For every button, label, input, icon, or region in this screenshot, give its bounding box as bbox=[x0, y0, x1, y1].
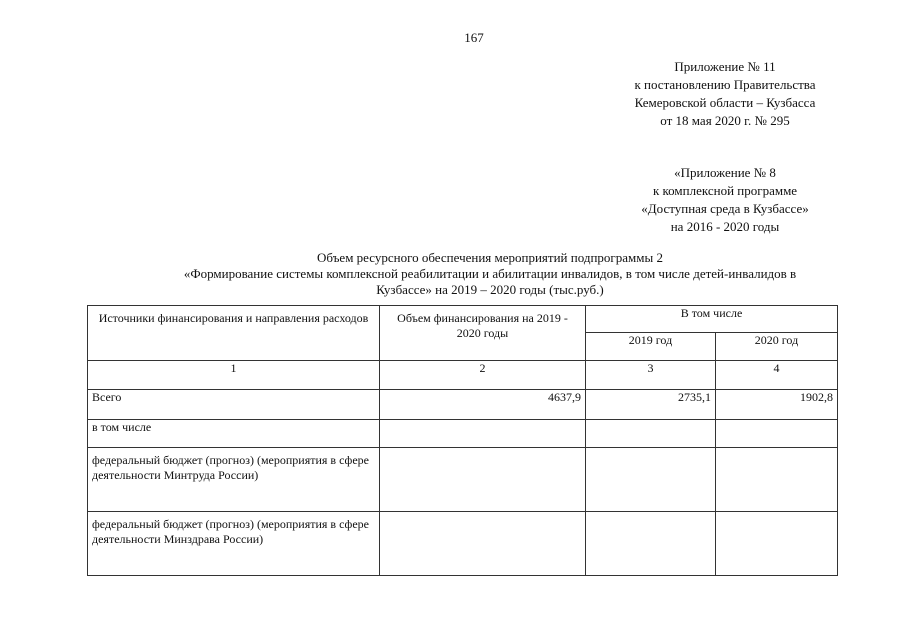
row-2020: 1902,8 bbox=[716, 390, 838, 420]
table-row bbox=[88, 390, 838, 420]
page-number: 167 bbox=[464, 30, 484, 45]
row-total bbox=[380, 448, 586, 512]
appendix-11-line-4: от 18 мая 2020 г. № 295 bbox=[660, 113, 790, 128]
table-caption bbox=[40, 250, 905, 298]
caption-line-3: Кузбассе» на 2019 – 2020 годы (тыс.руб.) bbox=[376, 282, 604, 297]
header-2020: 2020 год bbox=[716, 333, 838, 361]
header-volume: Объем финансирования на 2019 - 2020 годы bbox=[380, 306, 586, 361]
appendix-8-line-4: на 2016 - 2020 годы bbox=[670, 219, 780, 234]
column-number: 1 bbox=[88, 361, 380, 390]
header-source: Источники финансирования и направления расходов bbox=[88, 306, 380, 361]
appendix-8-line-2: к комплексной программе bbox=[652, 183, 798, 198]
row-total: 4637,9 bbox=[380, 390, 586, 420]
row-2019 bbox=[586, 512, 716, 576]
appendix-8-block bbox=[560, 164, 890, 236]
caption-line-1: Объем ресурсного обеспечения мероприятий подпрограммы 2 bbox=[317, 250, 663, 265]
row-2019 bbox=[586, 420, 716, 448]
header-2019: 2019 год bbox=[586, 333, 716, 361]
caption-line-2: «Формирование системы комплексной реабилитации и абилитации инвалидов, в том числе детей-инвалидов в bbox=[183, 266, 797, 281]
row-total bbox=[380, 420, 586, 448]
appendix-11-line-1: Приложение № 11 bbox=[674, 59, 776, 74]
table-row bbox=[88, 512, 838, 576]
appendix-11-line-2: к постановлению Правительства bbox=[634, 77, 816, 92]
row-2020 bbox=[716, 448, 838, 512]
row-2020 bbox=[716, 420, 838, 448]
financing-table bbox=[87, 305, 838, 576]
column-number-row bbox=[88, 361, 838, 390]
column-number: 3 bbox=[586, 361, 716, 390]
row-2020 bbox=[716, 512, 838, 576]
column-number: 4 bbox=[716, 361, 838, 390]
appendix-11-block bbox=[560, 58, 890, 130]
row-label: федеральный бюджет (прогноз) (мероприятия в сфере деятельности Минздрава России) bbox=[88, 512, 380, 576]
row-total bbox=[380, 512, 586, 576]
table-header-row bbox=[88, 306, 838, 333]
header-including: В том числе bbox=[586, 306, 838, 333]
row-label: в том числе bbox=[88, 420, 380, 448]
appendix-11-line-3: Кемеровской области – Кузбасса bbox=[634, 95, 816, 110]
appendix-8-line-1: «Приложение № 8 bbox=[674, 165, 776, 180]
column-number: 2 bbox=[380, 361, 586, 390]
table-row bbox=[88, 448, 838, 512]
appendix-8-line-3: «Доступная среда в Кузбассе» bbox=[641, 201, 809, 216]
row-2019 bbox=[586, 448, 716, 512]
table-row bbox=[88, 420, 838, 448]
row-label: Всего bbox=[88, 390, 380, 420]
row-label: федеральный бюджет (прогноз) (мероприятия в сфере деятельности Минтруда России) bbox=[88, 448, 380, 512]
row-2019: 2735,1 bbox=[586, 390, 716, 420]
